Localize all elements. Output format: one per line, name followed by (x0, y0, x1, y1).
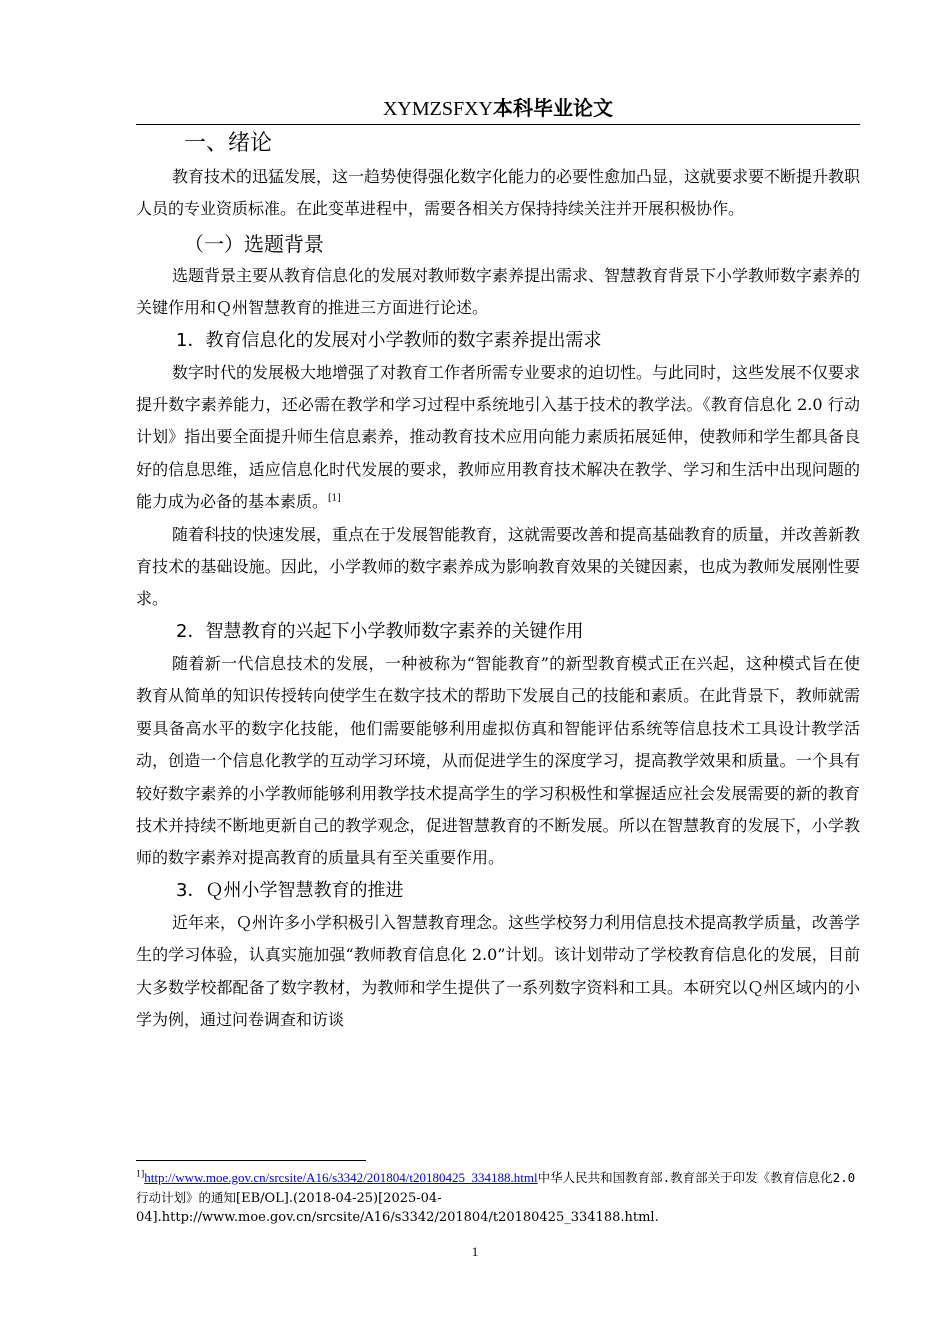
paragraph-background: 选题背景主要从教育信息化的发展对教师数字素养提出需求、智慧教育背景下小学教师数字素养的关键作用和Ｑ州智慧教育的推进三方面进行论述。 (136, 265, 861, 318)
paragraph-smart-education: 随着新一代信息技术的发展，一种被称为“智能教育”的新型教育模式正在兴起，这种模式旨在使教育从简单的知识传授转向使学生在数字技术的帮助下发展自己的技能和素质。在此背景下，教师就需要具备高水平的数字化技能，他们需要能够利用虚拟仿真和智能评估系统等信息技术工具设计教学活动，创造一个信息化教学的互动学习环境，从而促进学生的深度学习，提高教学效果和质量。一个具有较好数字素养的小学教师能够利用教学技术提高学生的学习积极性和掌握适应社会发展需要的新的教育技术并持续不断地更新自己的教学观念，促进智慧教育的不断发展。所以在智慧教育的发展下，小学教师的数字素养对提高教育的质量具有至关重要作用。 (136, 653, 860, 868)
section-heading: （一）选题背景 (184, 231, 324, 256)
paragraph-digital-era (136, 357, 860, 519)
paragraph-q-state: 近年来，Ｑ州许多小学积极引入智慧教育理念。这些学校努力利用信息技术提高教学质量，改善学生的学习体验，认真实施加强“教师教育信息化 2.0”计划。该计划带动了学校教育信息化的发展，目前大多数学校都配备了数字教材，为教师和学生提供了一系列数字资料和工具。本研究以Ｑ州区域内的小学为例，通过问卷调查和访谈 (136, 912, 861, 1029)
paragraph-intro: 教育技术的迅猛发展，这一趋势使得强化数字化能力的必要性愈加凸显，这就要求要不断提升教职人员的专业资质标准。在此变革进程中，需要各相关方保持持续关注并开展积极协作。 (136, 167, 861, 219)
subsection-heading-1: 1．教育信息化的发展对小学教师的数字素养提出需求 (176, 329, 602, 351)
footnote (136, 1168, 860, 1227)
paragraph-tech-development: 随着科技的快速发展，重点在于发展智能教育，这就需要改善和提高基础教育的质量，并改善新教育技术的基础设施。因此，小学教师的数字素养成为影响教育效果的关键因素，也成为教师发展刚性要求。 (136, 524, 861, 609)
subsection-heading-2: 2．智慧教育的兴起下小学教师数字素养的关键作用 (176, 620, 584, 642)
header-latin: XYMZSFXY (382, 98, 494, 120)
footnote-link[interactable]: http://www.moe.gov.cn/srcsite/A16/s3342/201804/t20180425_334188.html (144, 1170, 538, 1185)
subsection-heading-3: 3．Ｑ州小学智慧教育的推进 (176, 879, 404, 901)
header-rule (136, 124, 860, 125)
page-number: 1 (471, 1244, 479, 1259)
chapter-heading: 一、绪论 (184, 131, 273, 156)
citation-marker[interactable]: [1] (328, 493, 341, 504)
running-header (136, 95, 860, 122)
footnote-source: [EB/OL].(2018-04-25)[2025-04-04].http://www.moe.gov.cn/srcsite/A16/s3342/201804/t20180425_334188.html. (136, 1191, 659, 1225)
footnote-marker: 1] (136, 1169, 145, 1179)
body-content (136, 127, 860, 1036)
footnote-text: 中华人民共和国教育部.教育部关于印发《教育信息化2.0行动计划》的通知 (136, 1170, 856, 1205)
footnote-rule (136, 1160, 366, 1161)
header-title: 本科毕业论文 (493, 96, 614, 120)
paragraph-digital-era-text: 数字时代的发展极大地增强了对教育工作者所需专业要求的迫切性。与此同时，这些发展不仅要求提升数字素养能力，还必需在教学和学习过程中系统地引入基于技术的教学法。《教育信息化 2.0 行动计划》指出要全面提升师生信息素养，推动教育技术应用向能力素质拓展延伸，使教师和学生都具备良好的信息思维，适应信息化时代发展的要求，教师应用教育技术解决在教学、学习和生活中出现问题的能力成为必备的基本素质。 (136, 362, 861, 512)
